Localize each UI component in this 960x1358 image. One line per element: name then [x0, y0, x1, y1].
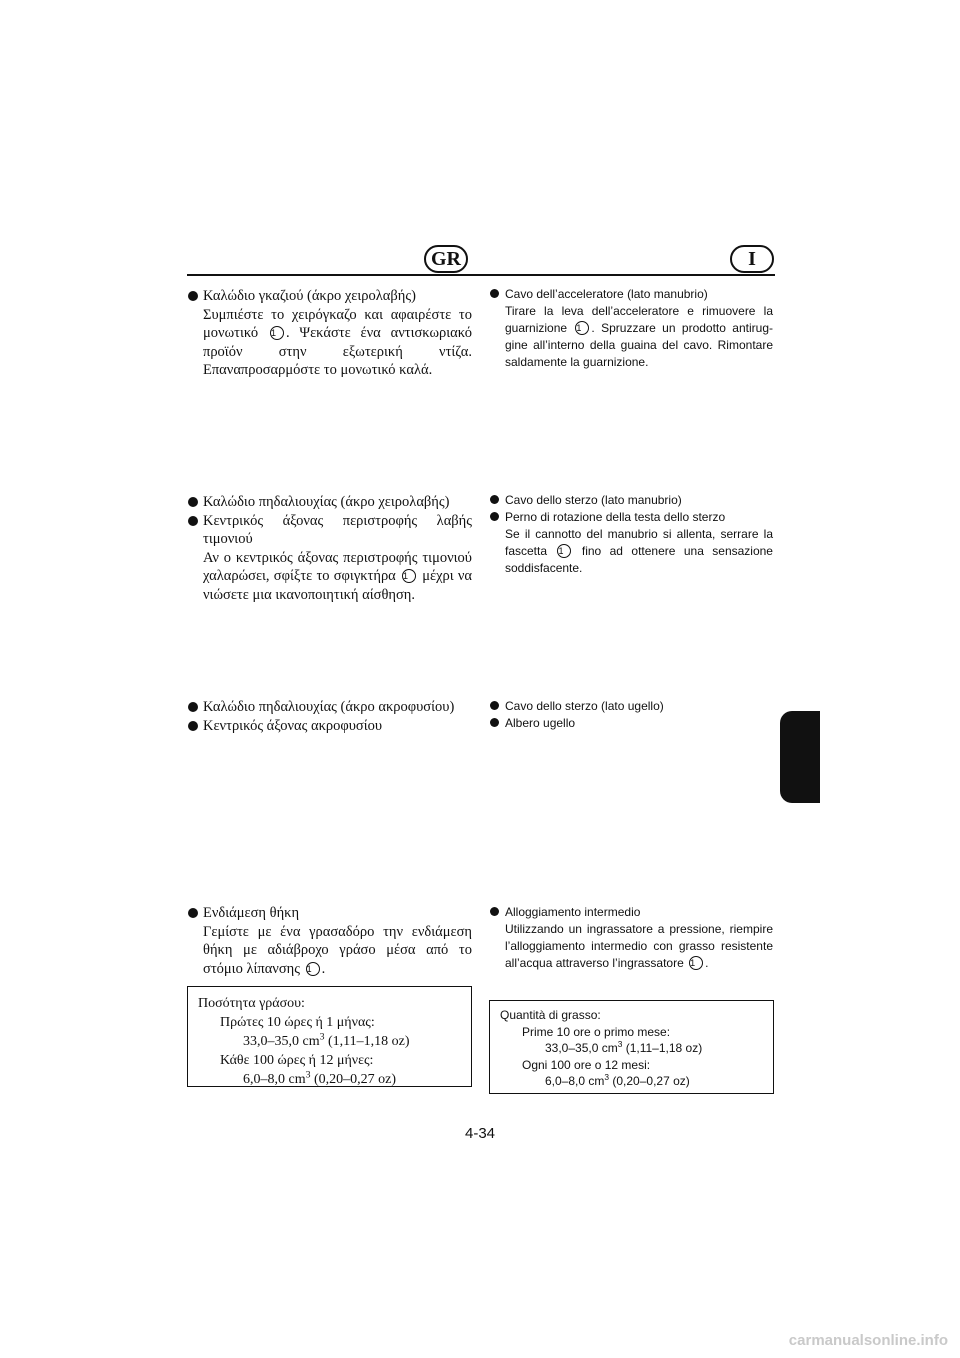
it-section-steering-cable-handlebar — [490, 492, 773, 577]
bullet-icon — [188, 291, 198, 301]
chapter-side-tab — [780, 711, 820, 803]
callout-number-icon: 1 — [689, 956, 703, 970]
it-section-steering-cable-nozzle — [490, 698, 773, 732]
callout-number-icon: 1 — [575, 321, 589, 335]
callout-number-icon: 1 — [557, 544, 571, 558]
language-badge-italian: I — [730, 245, 774, 273]
grease-interval-regular: Κάθε 100 ώρες ή 12 μήνες: — [220, 1053, 374, 1068]
gr-section-steering-cable-nozzle — [188, 698, 472, 735]
callout-number-icon: 1 — [306, 962, 320, 976]
bullet-icon — [490, 907, 499, 916]
page-number: 4-34 — [464, 1125, 496, 1142]
bullet-item: Καλώδιο γκαζιού (άκρο χειρολαβής) — [188, 287, 472, 306]
watermark-text: carmanualsonline.info — [788, 1332, 948, 1349]
grease-interval-first: Prime 10 ore o primo mese: — [522, 1024, 671, 1039]
gr-section-intermediate-housing — [188, 904, 472, 978]
instruction-paragraph: Αν ο κεντρικός άξονας περιστροφής τιμονιού χαλαρώσει, σφίξτε το σφιγκτήρα 1 μέχρι να νιώσετε μια ικανοποιητική αίσθηση. — [203, 549, 473, 603]
header-rule — [187, 274, 775, 276]
instruction-paragraph: Συμπιέστε το χειρόγκαζο και αφαιρέστε το μονωτικό 1 . Ψεκάστε ένα αντισκωριακό προϊόν στην εξωτερική ντίζα. Επαναπροσαρμόστε το μονωτικό καλά. — [203, 306, 472, 378]
grease-amount-regular: 6,0–8,0 $cm^3$ (0,20–0,27 oz) — [545, 1072, 690, 1088]
bullet-item: Καλώδιο πηδαλιουχίας (άκρο χειρολαβής) — [188, 493, 472, 512]
gr-section-steering-cable-handlebar — [188, 493, 472, 604]
bullet-icon — [188, 497, 198, 507]
bullet-item: Κεντρικός άξονας περιστροφής λαβής τιμονιού — [188, 512, 472, 549]
grease-amount-first: 33,0–35,0 $cm^3$ (1,11–1,18 oz) — [243, 1031, 410, 1049]
bullet-item: Cavo dello sterzo (lato ugello) — [490, 698, 773, 715]
bullet-icon — [490, 718, 499, 727]
it-section-intermediate-housing — [490, 904, 773, 972]
bullet-icon — [490, 512, 499, 521]
bullet-item: Κεντρικός άξονας ακροφυσίου — [188, 717, 472, 736]
bullet-icon — [188, 516, 198, 526]
callout-number-icon: 1 — [270, 326, 284, 340]
instruction-paragraph: Tirare la leva dell’acceleratore e rimuovere la guarnizione 1 . Spruzzare un prodotto antiruggine all’interno della guaina del cavo. Rimontare saldamente la guarnizione. — [505, 304, 773, 369]
bullet-item: Albero ugello — [490, 715, 773, 732]
gr-grease-quantity-box — [187, 986, 472, 1087]
instruction-paragraph: Γεμίστε με ένα γρασαδόρο την ενδιάμεση θήκη με αδιάβροχο γράσο μέσα από το στόμιο λίπανσης 1 . — [203, 923, 472, 977]
bullet-item: Ενδιάμεση θήκη — [188, 904, 472, 923]
bullet-icon — [490, 701, 499, 710]
grease-amount-first: 33,0–35,0 $cm^3$ (1,11–1,18 oz) — [545, 1039, 703, 1055]
bullet-icon — [490, 495, 499, 504]
callout-number-icon: 1 — [402, 569, 416, 583]
it-grease-quantity-box — [489, 1000, 774, 1094]
bullet-icon — [188, 908, 198, 918]
instruction-paragraph: Se il cannotto del manubrio si allenta, serrare la fascetta 1 fino ad ottenere una sensazione soddisfacente. — [505, 527, 773, 575]
bullet-item: Alloggiamento intermedio — [490, 904, 773, 921]
bullet-icon — [188, 721, 198, 731]
grease-interval-regular: Ogni 100 ore o 12 mesi: — [522, 1057, 651, 1072]
it-section-throttle-cable — [490, 286, 773, 371]
bullet-icon — [188, 702, 198, 712]
grease-interval-first: Πρώτες 10 ώρες ή 1 μήνας: — [220, 1015, 375, 1030]
bullet-item: Cavo dello sterzo (lato manubrio) — [490, 492, 773, 509]
bullet-icon — [490, 289, 499, 298]
language-badge-greek: GR — [424, 245, 468, 273]
bullet-item: Perno di rotazione della testa dello sterzo — [490, 509, 773, 526]
instruction-paragraph: Utilizzando un ingrassatore a pressione, riempire l’alloggiamento intermedio con grasso resistente all’acqua attraverso l’ingrassatore 1 . — [505, 922, 773, 970]
grease-box-title: Ποσότητα γράσου: — [198, 996, 305, 1011]
bullet-item: Καλώδιο πηδαλιουχίας (άκρο ακροφυσίου) — [188, 698, 472, 717]
grease-amount-regular: 6,0–8,0 $cm^3$ (0,20–0,27 oz) — [243, 1069, 397, 1087]
bullet-item: Cavo dell’acceleratore (lato manubrio) — [490, 286, 773, 303]
grease-box-title: Quantità di grasso: — [500, 1008, 601, 1022]
gr-section-throttle-cable — [188, 287, 472, 380]
